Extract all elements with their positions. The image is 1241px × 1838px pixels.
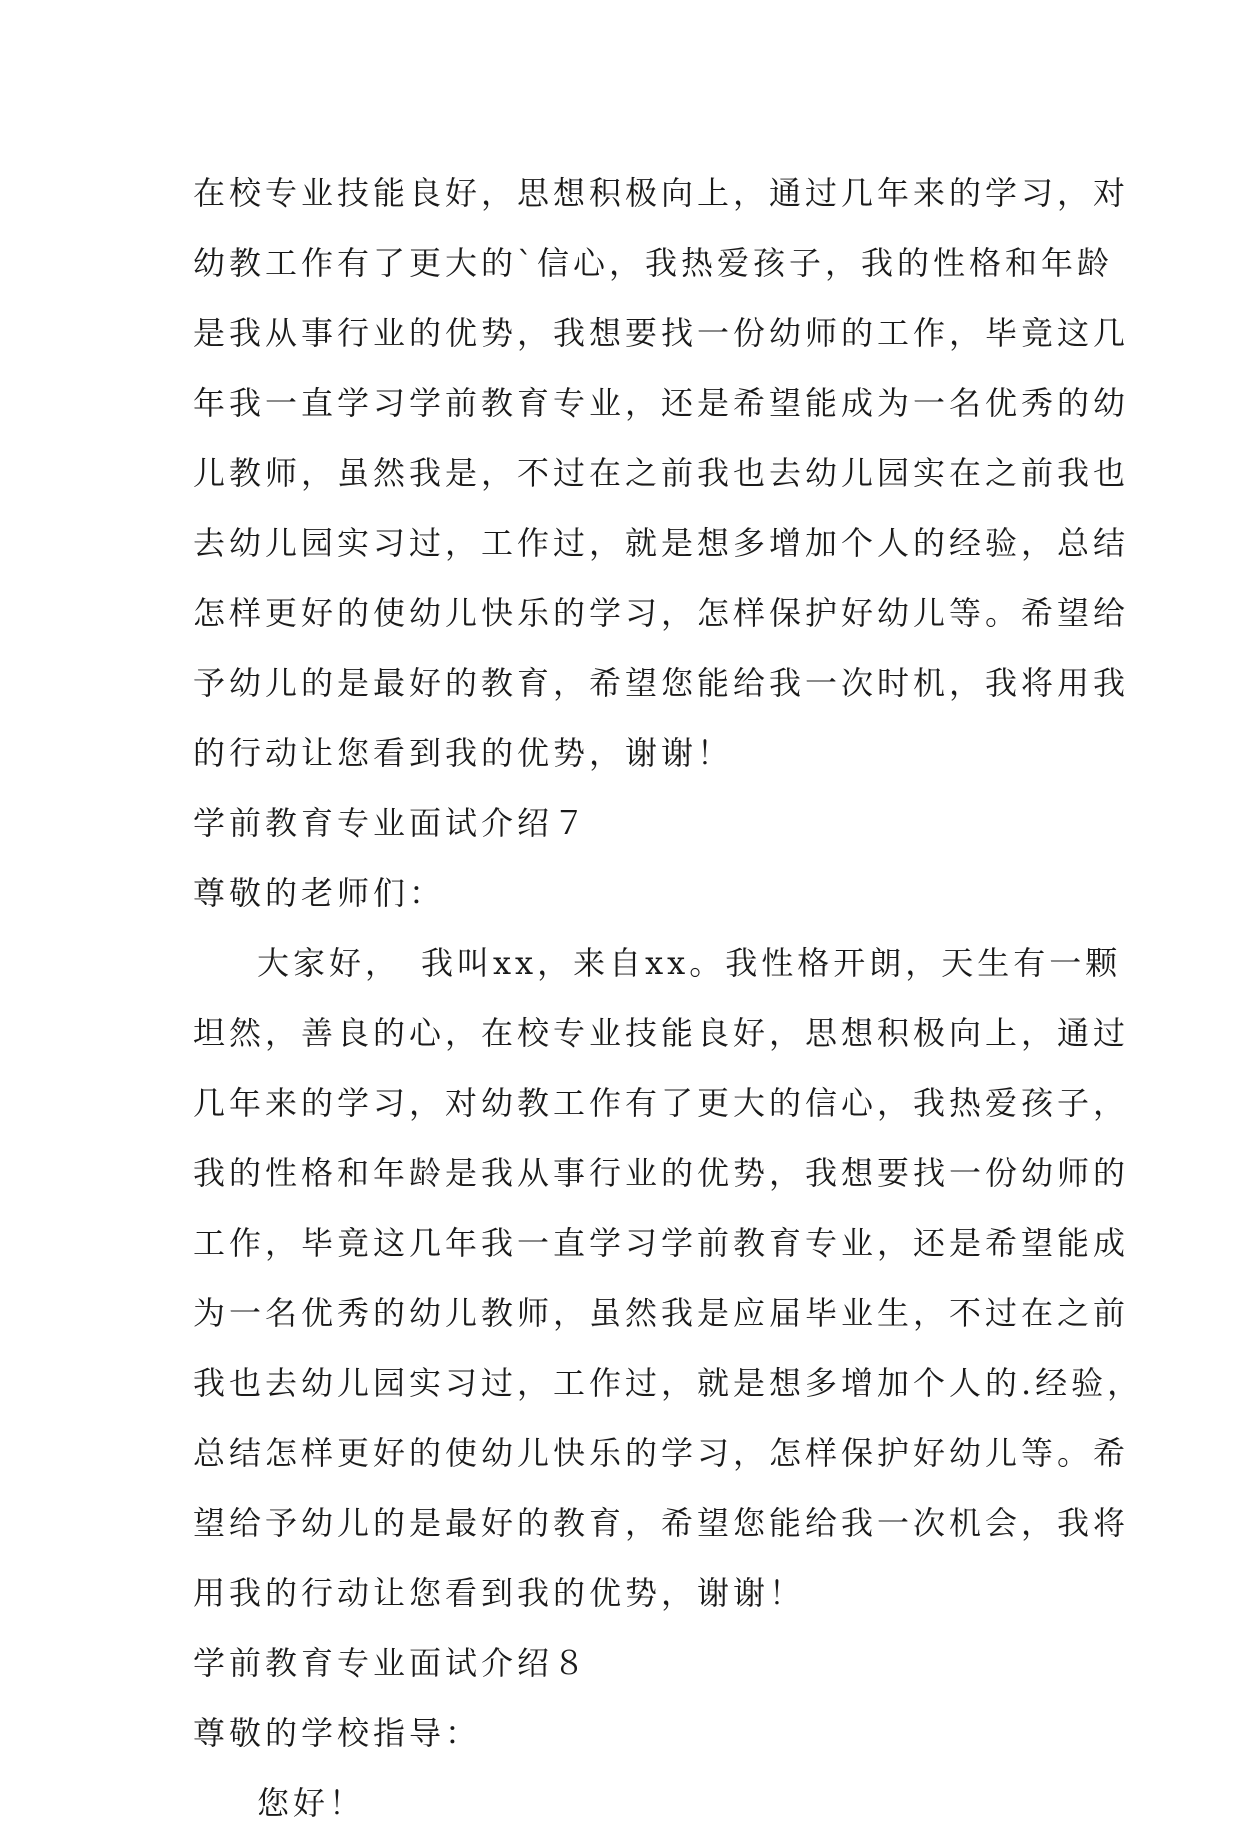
text-line: 用我的行动让您看到我的优势，谢谢！ <box>193 1574 806 1612</box>
text-line: 我的性格和年龄是我从事行业的优势，我想要找一份幼师的 <box>193 1154 1130 1192</box>
text-line: 年我一直学习学前教育专业，还是希望能成为一名优秀的幼 <box>193 384 1130 422</box>
text-line: 予幼儿的是最好的教育，希望您能给我一次时机，我将用我 <box>193 664 1130 702</box>
text-line: 的行动让您看到我的优势，谢谢！ <box>193 734 734 772</box>
text-line: 望给予幼儿的是最好的教育，希望您能给我一次机会，我将 <box>193 1504 1130 1542</box>
text-line: 几年来的学习，对幼教工作有了更大的信心，我热爱孩子， <box>193 1084 1130 1122</box>
text-line: 大家好， 我叫xx，来自xx。我性格开朗，天生有一颗 <box>257 944 1122 982</box>
text-line: 总结怎样更好的使幼儿快乐的学习，怎样保护好幼儿等。希 <box>193 1434 1130 1472</box>
greeting: 您好！ <box>257 1784 366 1822</box>
text-line: 是我从事行业的优势，我想要找一份幼师的工作，毕竟这几 <box>193 314 1130 352</box>
salutation: 尊敬的老师们： <box>193 874 446 912</box>
text-line: 工作，毕竟这几年我一直学习学前教育专业，还是希望能成 <box>193 1224 1130 1262</box>
text-line: 幼教工作有了更大的`信心，我热爱孩子，我的性格和年龄 <box>193 244 1114 282</box>
text-line: 在校专业技能良好，思想积极向上，通过几年来的学习，对 <box>193 174 1130 212</box>
section-heading: 学前教育专业面试介绍７ <box>193 804 590 842</box>
text-line: 我也去幼儿园实习过，工作过，就是想多增加个人的.经验， <box>193 1364 1144 1402</box>
document-body <box>193 158 1144 1838</box>
text-line: 坦然，善良的心，在校专业技能良好，思想积极向上，通过 <box>193 1014 1130 1052</box>
text-line: 为一名优秀的幼儿教师，虽然我是应届毕业生，不过在之前 <box>193 1294 1130 1332</box>
text-line: 去幼儿园实习过，工作过，就是想多增加个人的经验，总结 <box>193 524 1130 562</box>
section-heading: 学前教育专业面试介绍８ <box>193 1644 590 1682</box>
salutation: 尊敬的学校指导： <box>193 1714 482 1752</box>
text-line: 怎样更好的使幼儿快乐的学习，怎样保护好幼儿等。希望给 <box>193 594 1130 632</box>
text-line: 儿教师，虽然我是，不过在之前我也去幼儿园实在之前我也 <box>193 454 1130 492</box>
